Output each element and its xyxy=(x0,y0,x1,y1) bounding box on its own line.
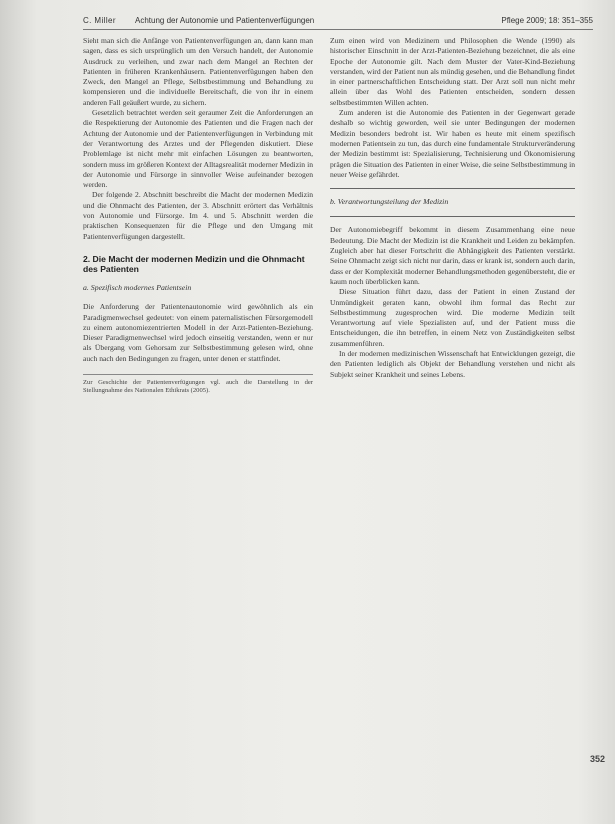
paragraph: In der modernen medizinischen Wissenschaft hat Entwicklungen gezeigt, die den Patienten lediglich als Objekt der Behandlung verstehen und nicht als Subjekt seiner Krankheit und seines Lebens. xyxy=(330,349,575,379)
section-heading: 2. Die Macht der modernen Medizin und die Ohnmacht des Patienten xyxy=(83,253,305,275)
header-rule xyxy=(83,29,593,30)
paragraph: Zum einen wird von Medizinern und Philosophen die Wende (1990) als historischer Einschnitt in der Arzt-Patienten-Beziehung bezeichnet, die als eine Epoche der Autonomie gilt. Nach dem Muster der Vater-Kind-Beziehung verstanden, wird der Patient nun als mündig gesehen, und die Behandlung findet in einer partnerschaftlichen Entscheidung statt. Der Arzt soll nun nicht mehr allein über das Wohl des Patienten entscheiden, sondern dessen selbstbestimmten Willen achten. xyxy=(330,36,575,107)
subsection-heading: a. Spezifisch modernes Patientsein xyxy=(83,282,192,292)
paragraph: Diese Situation führt dazu, dass der Patient in einen Zustand der Unmündigkeit geraten kann, obwohl ihm formal das Recht zur Selbstbestimmung zugesprochen wird. Die moderne Medizin teilt Verantwortung auf viele Spezialisten auf, und der Patient muss die Entscheidungen, die ihn betreffen, in einem Netz von Zuständigkeiten selbst zusammenführen. xyxy=(330,287,575,348)
header-journal: Pflege 2009; 18: 351–355 xyxy=(501,16,593,25)
paragraph: Die Anforderung der Patientenautonomie wird gewöhnlich als ein Paradigmenwechsel gedeutet: von einem paternalistischen Fürsorgemodell zu einem autonomiezentrierten Modell in der Arzt-Patienten-Beziehung. Dieser Paradigmenwechsel wird jedoch einseitig verstanden, wenn er nur als Übergang vom Gehorsam zur Selbstbestimmung gelesen wird, ohne auch nach den Bedingungen zu fragen, unter denen er stattfindet. xyxy=(83,302,313,363)
divider xyxy=(330,216,575,217)
running-header xyxy=(83,16,593,28)
divider xyxy=(330,188,575,189)
right-column xyxy=(330,36,575,380)
paragraph: Der Autonomiebegriff bekommt in diesem Zusammenhang eine neue Bedeutung. Die Macht der Medizin ist die Krankheit und Leiden zu bekämpfen. Zugleich aber hat dieser Fortschritt die Abhängigkeit des Patienten verstärkt. Seine Ohnmacht zeigt sich nicht nur darin, dass er krank ist, sondern auch darin, dass er der Komplexität moderner Behandlungsmethoden gegenübersteht, die er kaum noch überblicken kann. xyxy=(330,225,575,286)
page-number: 352 xyxy=(589,754,605,764)
paragraph: Gesetzlich betrachtet werden seit geraumer Zeit die Anforderungen an die Respektierung der Autonomie des Patienten und die Fragen nach der Achtung der Autonomie und der Patientenverfügungen in Verbindung mit der Verantwortung des Arztes und der Pflegenden diskutiert. Diese Problemlage ist nicht mehr mit einfachen Lösungen zu beantworten, sondern muss im größeren Kontext der Alltagsrealität moderner Medizin in der Autonomie und Fürsorge in sinnvoller Weise aufeinander bezogen werden. xyxy=(83,108,313,190)
paragraph: Zum anderen ist die Autonomie des Patienten in der Gegenwart gerade deshalb so wichtig geworden, weil sie unter Bedingungen der modernen Medizin besonders bedroht ist. Wir haben es heute mit einem spezifisch modernen Patientsein zu tun, das durch eine fundamentale Strukturveränderung der Medizin bestimmt ist: Spezialisierung, Technisierung und Ökonomisierung prägen die Situation des Patienten in einer Weise, die seine Selbstbestimmung in neuer Weise gefährdet. xyxy=(330,108,575,179)
left-column xyxy=(83,36,313,396)
header-author: C. Miller xyxy=(83,16,116,25)
footnote: Zur Geschichte der Patientenverfügungen vgl. auch die Darstellung in der Stellungnahme des Nationalen Ethikrats (2005). xyxy=(83,374,313,396)
paragraph: Sieht man sich die Anfänge von Patientenverfügungen an, dann kann man sagen, dass es sich ursprünglich um den Versuch handelt, der Autonomie Ausdruck zu verleihen, und zwar nach dem Mangel an Rechten der Patienten in früheren Krankenhäusern. Patientenverfügungen haben den Zweck, den Mangel an Pflege, Selbstbestimmung und Behandlung zu kompensieren und die individuelle Bereitschaft, die von ihr in einem anderen Fall geäußert wurde, zu sichern. xyxy=(83,36,313,107)
paragraph: Der folgende 2. Abschnitt beschreibt die Macht der modernen Medizin und die Ohnmacht des Patienten, der 3. Abschnitt erörtert das Verhältnis von Autonomie und Fürsorge. Im 4. und 5. Abschnitt werden die praktischen Konsequenzen für die Pflege und den Umgang mit Patientenverfügungen dargestellt. xyxy=(83,190,313,241)
header-title: Achtung der Autonomie und Patientenverfügungen xyxy=(135,16,315,25)
subsection-heading: b. Verantwortungsteilung der Medizin xyxy=(330,197,449,207)
